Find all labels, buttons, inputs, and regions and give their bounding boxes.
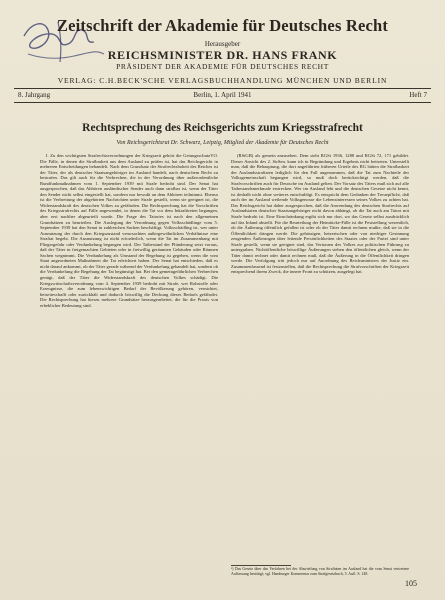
article-title: Rechtsprechung des Reichsgerichts zum Kriegsstrafrecht bbox=[82, 122, 363, 134]
issue-info-row bbox=[18, 91, 427, 101]
article-column-left bbox=[40, 153, 218, 563]
article-body-left: I. Zu den wichtigsten Strafrechtsverordnungen der Kriegszeit gehört die GetungsschutzVO. Die Fälle, in denen die Strafbarkeit aus dem Ausland zu prüfen ist, hat das Reichsgericht in mehreren Entscheidungen behandelt. Nach dem Grundsatz der Strafrechtshoheit des Reiches ist der Täter, der als deutscher Staatsangehöriger im Ausland handelt, nach deutschem Recht zu bestrafen. Das gilt auch für die Verbrechen, die in der Verordnung über außerordentliche Rundfunkmaßnahmen vom 1. September 1939 mit Strafe bedroht sind. Der Senat hat ausgesprochen, daß das Abhören ausländischer Sender auch dann strafbar ist, wenn der Täter den Sender nicht selbst eingestellt hat, sondern nur bewußt an dem Abhören teilnimmt. Ebenso ist die Verbreitung der abgehörten Nachrichten unter Strafe gestellt, wenn sie geeignet ist, die Widerstandskraft des deutschen Volkes zu gefährden. Die Rechtsprechung hat die Vorschriften des Kriegsstrafrechts auf Fälle angewendet, in denen die Tat vor dem Inkrafttreten begangen, aber erst nachher abgeurteilt wurde. Die Frage des Tatortes ist nach den allgemeinen Grundsätzen zu beurteilen. Die Auslegung der Verordnung gegen Volksschädlinge vom 5. September 1939 hat den Senat in zahlreichen Sachen beschäftigt. Volksschädling ist, wer unter Ausnutzung der durch den Kriegszustand verursachten außergewöhnlichen Verhältnisse eine Straftat begeht. Die Ausnutzung ist nicht erforderlich, wenn die Tat im Zusammenhang mit Fliegergefahr oder Verdunkelung begangen wird. Der Tatbestand der Plünderung setzt voraus, daß der Täter in freigemachten Gebieten oder in freiwillig geräumten Gebäuden oder Räumen Sachen wegnimmt. Die Verdunkelung als Umstand der Begehung ist gegeben, wenn die vom Staat angeordneten Maßnahmen die Tat erleichtert haben. Der Senat hat entschieden, daß es nicht darauf ankommt, ob der Täter gerade während der Verdunkelung gehandelt hat, sondern ob die Verdunkelung die Begehung der Tat begünstigt hat. Bei den gemeingefährlichen Verbrechen genügt, daß der Täter die Widerstandskraft des deutschen Volkes schädigt. Die Kriegswirtschaftsverordnung vom 4. September 1939 bedroht mit Strafe, wer Rohstoffe oder Erzeugnisse, die zum lebenswichtigen Bedarf der Bevölkerung gehören, vernichtet, beiseiteschafft oder zurückhält und dadurch böswillig die Deckung dieses Bedarfs gefährdet. Die Rechtsprechung hat hierzu mehrere Grundsätze herausgearbeitet, die für die Praxis von erheblicher Bedeutung sind. bbox=[40, 153, 218, 308]
publisher-line: VERLAG: C.H.BECK'SCHE VERLAGSBUCHHANDLUNG MÜNCHEN UND BERLIN bbox=[57, 76, 388, 85]
publisher-label: Herausgeber bbox=[204, 40, 241, 48]
journal-title: Zeitschrift der Akademie für Deutsches Recht bbox=[56, 16, 389, 35]
editor-name: REICHSMINISTER DR. HANS FRANK bbox=[107, 48, 338, 62]
editor-role: PRÄSIDENT DER AKADEMIE FÜR DEUTSCHES RECHT bbox=[116, 62, 329, 71]
article-body-right: (RStGB) als gemein anzusehen. Dem steht RGSt 1936, 1288 und RGSt 72, 171 gebildet. Dieser Ansicht des 2. StrSen. kann ich in Begründung und Ergebnis nicht beitreten. Unterstellt man, daß die Behauptung, die dort angeführten früheren Urteile des RG hätten die Strafbarkeit der Auslandsstraftaten lediglich für den Fall angenommen, daß die Tat zum Nachteile der Volksgemeinschaft begangen wird, so muß doch berücksichtigt werden, daß die Strafvorschriften auch für Deutsche im Ausland gelten. Der Vorsatz des Täters muß sich auf alle Tatbestandsmerkmale erstrecken. Wer im Ausland lebt und die deutschen Gesetze nicht kennt, ist deshalb nicht ohne weiteres entschuldigt. Es entspricht dem Gedanken der Treuepflicht, daß auch der im Ausland weilende Volksgenosse die Lebensinteressen seines Volkes zu achten hat. Das Reichsgericht hat daher ausgesprochen, daß die Anwendung des deutschen Strafrechts auf Auslandstaten deutscher Staatsangehöriger nicht davon abhängt, ob die Tat auch am Tatort mit Strafe bedroht ist. Eine Einschränkung ergibt sich nur dort, wo das Gesetz selbst ausdrücklich auf das Inland abstellt. Für die Beurteilung der Heimtücke-Fälle ist die Feststellung wesentlich, ob die Äußerung öffentlich gefallen ist oder ob der Täter damit rechnen mußte, daß sie in die Öffentlichkeit dringen werde. Die gehässigen, hetzerischen oder von niedriger Gesinnung zeugenden Äußerungen über leitende Persönlichkeiten des Staates oder der Partei sind unter Strafe gestellt, wenn sie geeignet sind, das Vertrauen des Volkes zur politischen Führung zu untergraben. Nichtöffentliche böswillige Äußerungen stehen den öffentlichen gleich, wenn der Täter damit rechnet oder damit rechnen muß, daß die Äußerung in die Öffentlichkeit dringen werde. Die Verfolgung tritt jedoch nur auf Anordnung des Reichsministers der Justiz ein. Zusammenfassend ist festzustellen, daß die Rechtsprechung die Strafvorschriften der Kriegszeit entsprechend ihrem Zweck, die innere Front zu schützen, ausgelegt hat. bbox=[231, 153, 409, 275]
issue-volume: 8. Jahrgang bbox=[18, 91, 51, 99]
issue-number: Heft 7 bbox=[409, 91, 427, 99]
footnote-divider bbox=[231, 565, 291, 566]
page-number: 105 bbox=[405, 579, 417, 588]
header-divider-top bbox=[14, 88, 431, 89]
issue-place-date: Berlin, 1. April 1941 bbox=[193, 91, 252, 99]
header-divider-bottom bbox=[14, 102, 431, 103]
footnote: ¹) Das Gesetz über das Verfahren bei der Aburteilung von Straftaten im Ausland hat die vom Senat vertretene Auffassung bestätigt; vgl. Hamburger Kommentar zum Strafgesetzbuch, 5. Aufl. S. 148. bbox=[231, 567, 409, 576]
article-column-right bbox=[231, 153, 409, 563]
article-byline: Von Reichsgerichtsrat Dr. Schwarz, Leipzig, Mitglied der Akademie für Deutsches Recht bbox=[116, 140, 329, 146]
